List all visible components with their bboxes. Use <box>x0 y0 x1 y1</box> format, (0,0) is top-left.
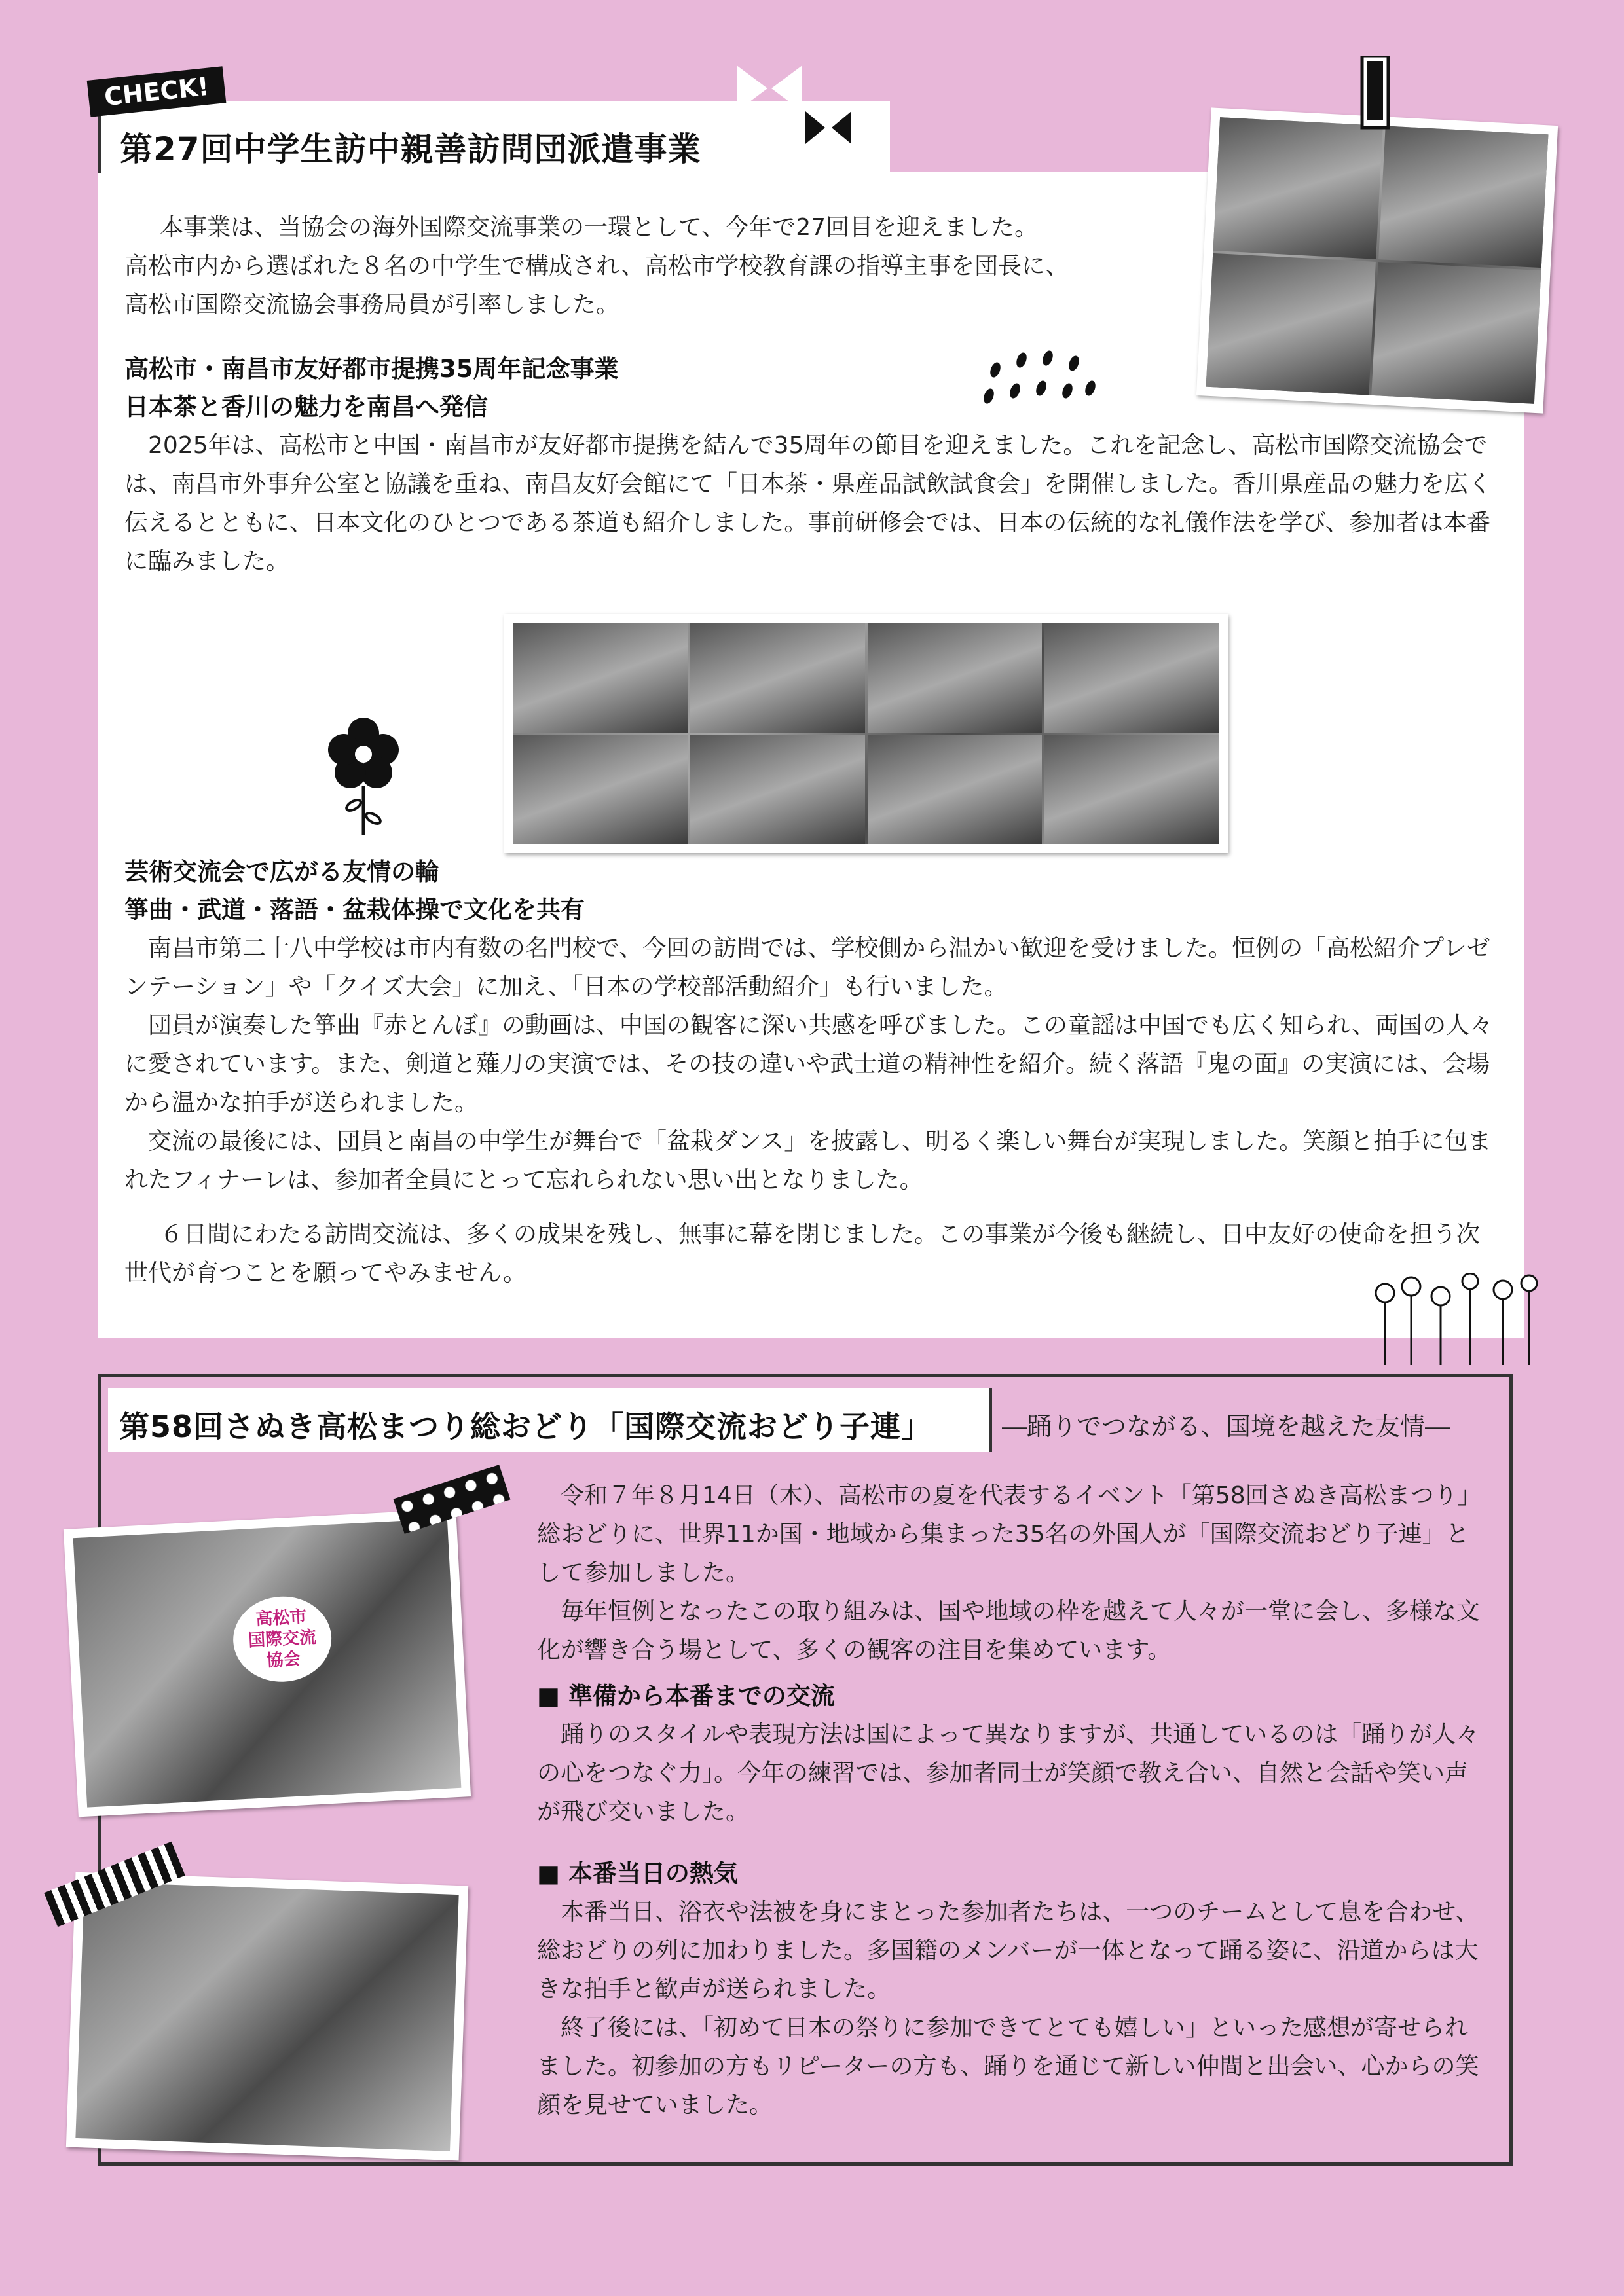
sub1-line2: 日本茶と香川の魅力を南昌へ発信 <box>124 393 488 421</box>
bow-icon <box>805 108 851 147</box>
section2-title: 第58回さぬき高松まつり総おどり「国際交流おどり子連」 <box>119 1409 932 1444</box>
section2-heading2: ■ 本番当日の熱気 <box>537 1859 738 1887</box>
section1-photo-strip <box>504 614 1228 853</box>
section1-para2: 南昌市第二十八中学校は市内有数の名門校で、今回の訪問では、学校側から温かい歓迎を受けました。恒例の「高松紹介プレゼンテーション」や「クイズ大会」に加え、「日本の学校部活動紹介」も行いました。 <box>124 935 1490 1000</box>
section2-heading1: ■ 準備から本番までの交流 <box>537 1682 835 1710</box>
sub2-line2: 箏曲・武道・落語・盆栽体操で文化を共有 <box>124 896 585 924</box>
raindrop-icon <box>982 350 1100 409</box>
banner-text: 高松市 国際交流 協会 <box>248 1607 317 1671</box>
section1-para5: ６日間にわたる訪問交流は、多くの成果を残し、無事に幕を閉じました。この事業が今後も継続し、日中友好の使命を担う次世代が育つことを願ってやみません。 <box>124 1221 1481 1286</box>
white-bow-icon <box>733 59 805 118</box>
binder-clip-icon <box>1356 56 1395 141</box>
section1-body2 <box>124 929 1500 1292</box>
section2-para2: 毎年恒例となったこの取り組みは、国や地域の枠を越えて人々が一堂に会し、多様な文化が響き合う場として、多くの観客の注目を集めています。 <box>537 1598 1481 1664</box>
section2-para1: 令和７年８月14日（木）、高松市の夏を代表するイベント「第58回さぬき高松まつり」総おどりに、世界11か国・地域から集まった35名の外国人が「国際交流おどり子連」として参加しました。 <box>537 1482 1469 1586</box>
flower-icon <box>321 714 406 838</box>
intro-line3: 高松市国際交流協会事務局員が引率しました。 <box>124 291 620 318</box>
section1-intro <box>124 208 1185 324</box>
section1-photo-top <box>1196 107 1558 413</box>
section2-body <box>537 1476 1480 2124</box>
intro-line1: 本事業は、当協会の海外国際交流事業の一環として、今年で27回目を迎えました。 <box>160 214 1039 241</box>
section2-photo-1 <box>64 1509 471 1817</box>
section2-para5: 終了後には、「初めて日本の祭りに参加できてとても嬉しい」といった感想が寄せられました。初参加の方もリピーターの方も、踊りを通じて新しい仲間と出会い、心からの笑顔を見せていました。 <box>537 2014 1479 2119</box>
section2-tagline: ―踊りでつながる、国境を越えた友情― <box>1002 1412 1450 1441</box>
section1-para1-wrap <box>124 426 1500 581</box>
sub2-line1: 芸術交流会で広がる友情の輪 <box>124 858 439 886</box>
section2-photo-2 <box>66 1872 468 2161</box>
section1-para4: 交流の最後には、団員と南昌の中学生が舞台で「盆栽ダンス」を披露し、明るく楽しい舞台が実現しました。笑顔と拍手に包まれたフィナーレは、参加者全員にとって忘れられない思い出となりました。 <box>124 1128 1492 1194</box>
section1-para3: 団員が演奏した箏曲『赤とんぼ』の動画は、中国の観客に深い共感を呼びました。この童謡は中国でも広く知られ、両国の人々に愛されています。また、剣道と薙刀の実演では、その技の違いや武士道の精神性を紹介。続く落語『鬼の面』の実演には、会場から温かな拍手が送られました。 <box>124 1012 1494 1116</box>
sub1-line1: 高松市・南昌市友好都市提携35周年記念事業 <box>124 355 619 383</box>
section2-para4: 本番当日、浴衣や法被を身にまとった参加者たちは、一つのチームとして息を合わせ、総おどりの列に加わりました。多国籍のメンバーが一体となって踊る姿に、沿道からは大きな拍手と歓声が送られました。 <box>537 1899 1479 2003</box>
section2-para3: 踊りのスタイルや表現方法は国によって異なりますが、共通しているのは「踊りが人々の心をつなぐ力」。今年の練習では、参加者同士が笑顔で教え合い、自然と会話や笑い声が飛び交いました。 <box>537 1721 1480 1825</box>
small-flowers-icon <box>1372 1273 1542 1368</box>
section1-para1: 2025年は、高松市と中国・南昌市が友好都市提携を結んで35周年の節目を迎えました。これを記念し、高松市国際交流協会では、南昌市外事弁公室と協議を重ね、南昌友好会館にて「日本茶・県産品試飲試食会」を開催しました。香川県産品の魅力を広く伝えるとともに、日本文化のひとつである茶道も紹介しました。事前研修会では、日本の伝統的な礼儀作法を学び、参加者は本番に臨みました。 <box>124 432 1492 575</box>
intro-line2: 高松市内から選ばれた８名の中学生で構成され、高松市学校教育課の指導主事を団長に、 <box>124 253 1069 280</box>
section1-title: 第27回中学生訪中親善訪問団派遣事業 <box>120 130 701 168</box>
check-label: CHECK! <box>87 66 227 117</box>
